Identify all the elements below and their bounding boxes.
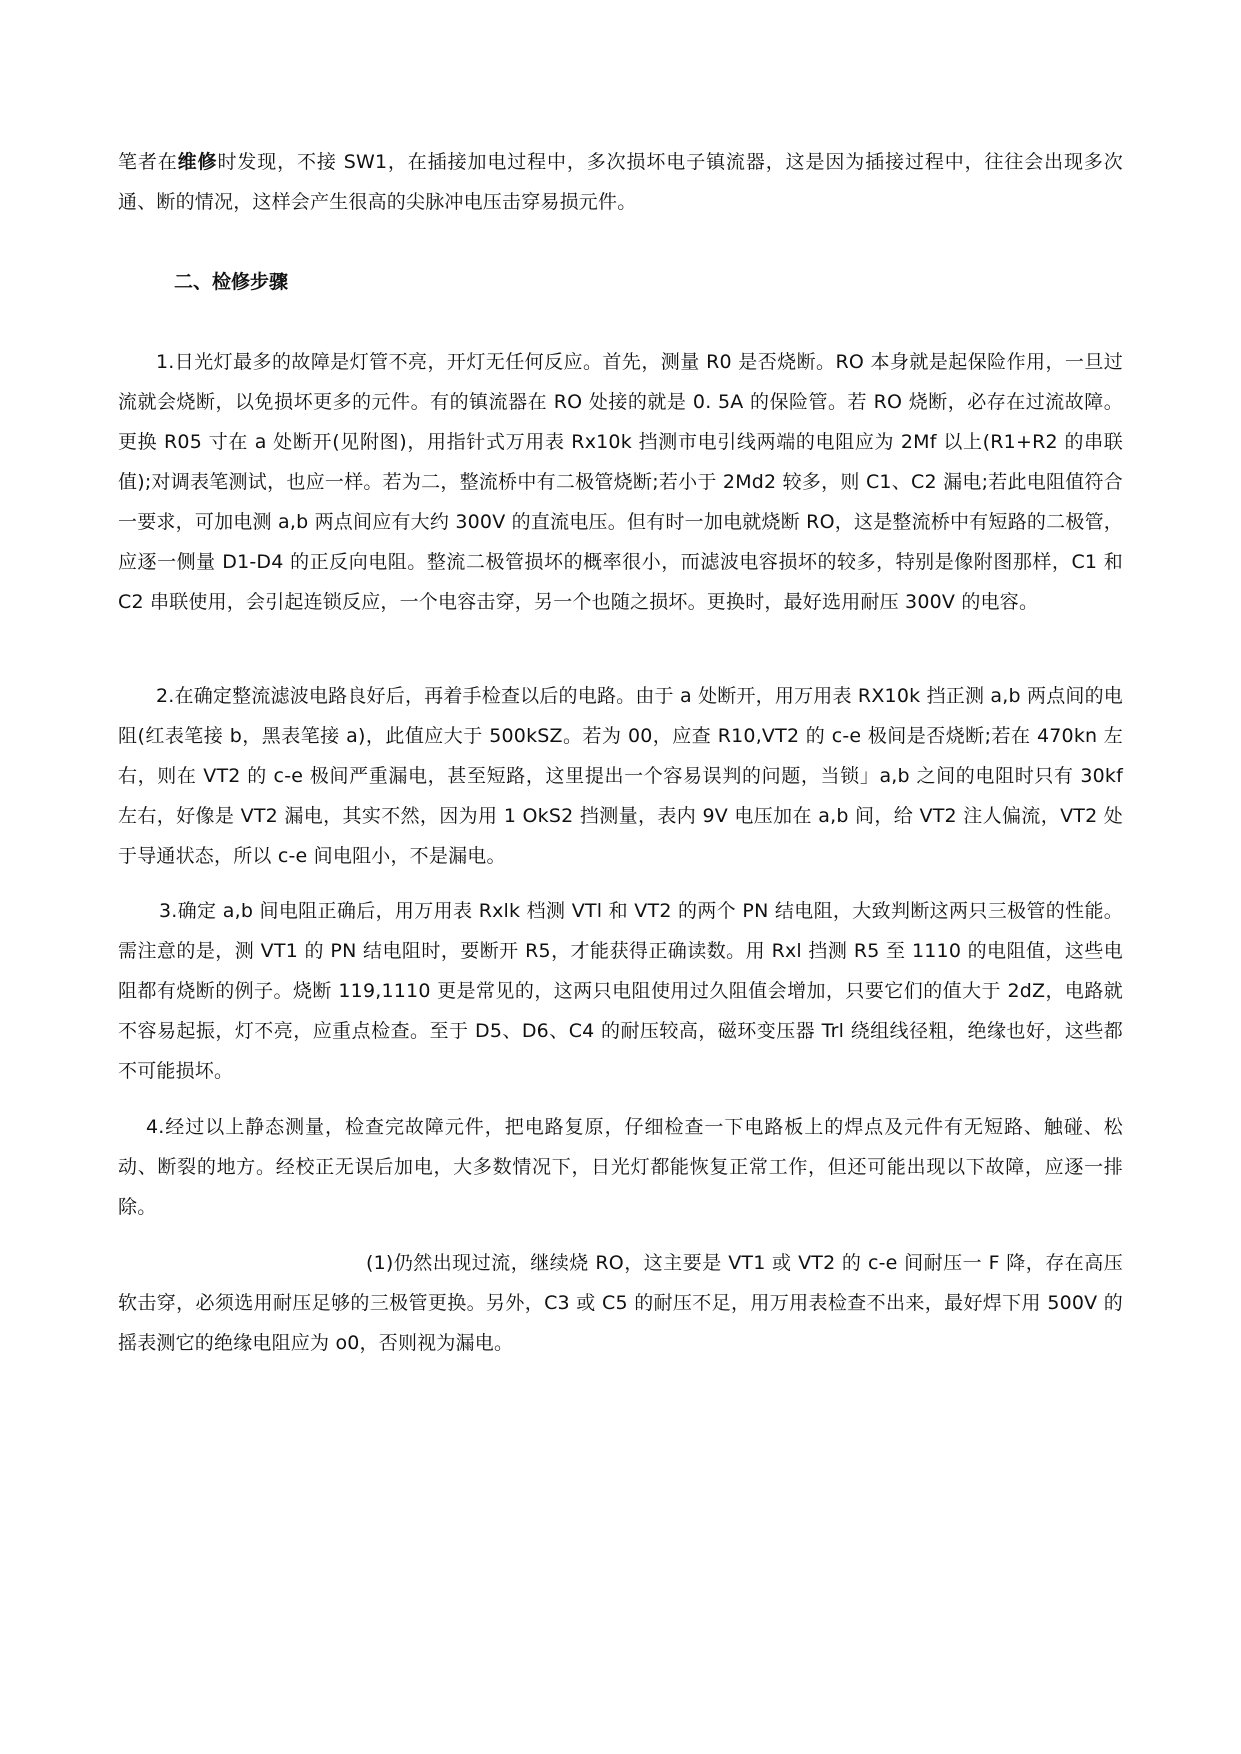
step-paragraph-4-sub-1: (1)仍然出现过流，继续烧 RO，这主要是 VT1 或 VT2 的 c-e 间耐压一 F 降，存在高压软击穿，必须选用耐压足够的三极管更换。另外，C3 或 C5 的耐压不足，用万用表检查不出来，最好焊下用 500V 的摇表测它的绝缘电阻应为 o0，否则视为漏电。	[118, 1252, 1123, 1354]
intro-emphasis: 维修	[177, 151, 218, 173]
step-paragraph-2: 2.在确定整流滤波电路良好后，再着手检查以后的电路。由于 a 处断开，用万用表 RX10k 挡正测 a,b 两点间的电阻(红表笔接 b，黑表笔接 a)，此值应大于 500kSZ。若为 00，应查 R10,VT2 的 c-e 极间是否烧断;若在 470kn 左右，则在 VT2 的 c-e 极间严重漏电，甚至短路，这里提出一个容易误判的问题，当锁」a,b 之间的电阻时只有 30kf 左右，好像是 VT2 漏电，其实不然，因为用 1 OkS2 挡测量，表内 9V 电压加在 a,b 间，给 VT2 注人偏流，VT2 处于导通状态，所以 c-e 间电阻小，不是漏电。	[118, 685, 1123, 867]
step-paragraph-4: 4.经过以上静态测量，检查完故障元件，把电路复原，仔细检查一下电路板上的焊点及元件有无短路、触碰、松动、断裂的地方。经校正无误后加电，大多数情况下，日光灯都能恢复正常工作，但还可能出现以下故障，应逐一排除。	[118, 1116, 1123, 1218]
section-heading: 二、检修步骤	[174, 271, 289, 293]
step-paragraph-1: 1.日光灯最多的故障是灯管不亮，开灯无任何反应。首先，测量 R0 是否烧断。RO 本身就是起保险作用，一旦过流就会烧断，以免损坏更多的元件。有的镇流器在 RO 处接的就是 0. 5A 的保险管。若 RO 烧断，必存在过流故障。更换 R05 寸在 a 处断开(见附图)，用指针式万用表 Rx10k 挡测市电引线两端的电阻应为 2Mf 以上(R1+R2 的串联值);对调表笔测试，也应一样。若为二，整流桥中有二极管烧断;若小于 2Md2 较多，则 C1、C2 漏电;若此电阻值符合一要求，可加电测 a,b 两点间应有大约 300V 的直流电压。但有时一加电就烧断 RO，这是整流桥中有短路的二极管，应逐一侧量 D1-D4 的正反向电阻。整流二极管损坏的概率很小，而滤波电容损坏的较多，特别是像附图那样，C1 和 C2 串联使用，会引起连锁反应，一个电容击穿，另一个也随之损坏。更换时，最好选用耐压 300V 的电容。	[118, 351, 1123, 613]
step-paragraph-3: 3.确定 a,b 间电阻正确后，用万用表 Rxlk 档测 VTl 和 VT2 的两个 PN 结电阻，大致判断这两只三极管的性能。需注意的是，测 VT1 的 PN 结电阻时，要断开 R5，才能获得正确读数。用 Rxl 挡测 R5 至 1110 的电阻值，这些电阻都有烧断的例子。烧断 119,1110 更是常见的，这两只电阻使用过久阻值会增加，只要它们的值大于 2dZ，电路就不容易起振，灯不亮，应重点检查。至于 D5、D6、C4 的耐压较高，磁环变压器 Trl 绕组线径粗，绝缘也好，这些都不可能损坏。	[118, 900, 1123, 1082]
intro-prefix: 笔者在	[118, 151, 178, 173]
intro-paragraph	[118, 142, 1123, 222]
intro-rest: 时发现，不接 SW1，在插接加电过程中，多次损坏电子镇流器，这是因为插接过程中，往往会出现多次通、断的情况，这样会产生很高的尖脉冲电压击穿易损元件。	[118, 151, 1123, 213]
